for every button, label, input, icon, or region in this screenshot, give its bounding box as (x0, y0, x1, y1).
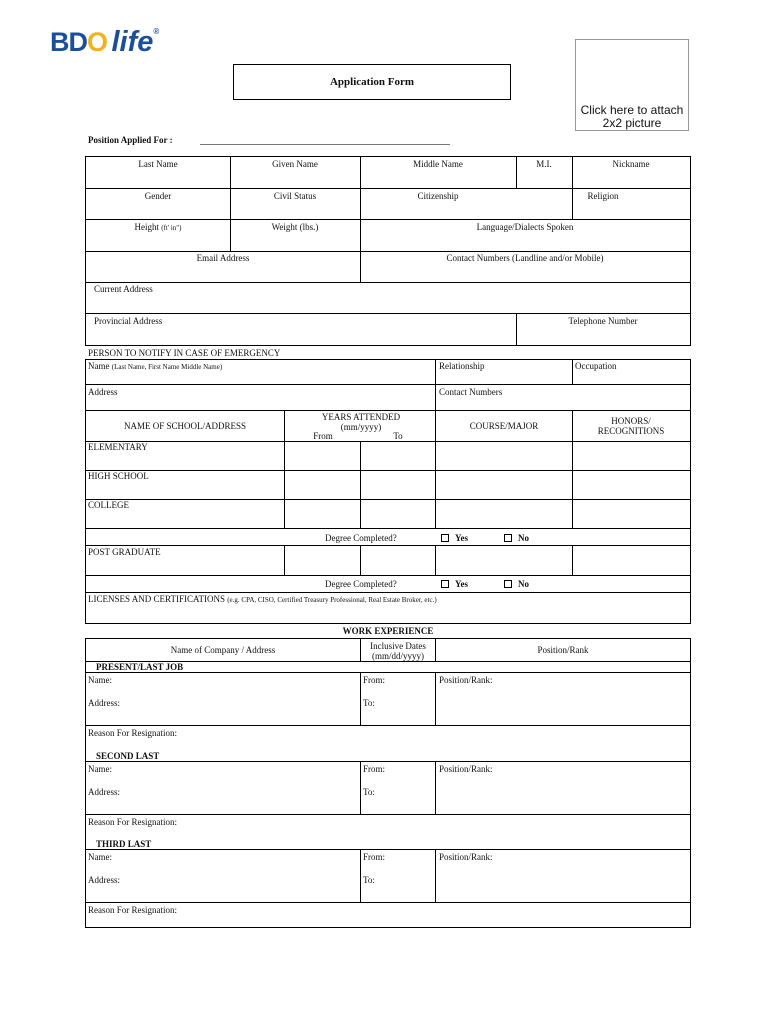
emergency-name-text: Name (88, 361, 110, 371)
work-address-label: Address: (88, 698, 120, 708)
grid-line (85, 927, 691, 928)
grid-line (85, 359, 691, 360)
grid-line (360, 545, 361, 576)
work-dates-input[interactable] (390, 762, 434, 812)
work-reason-label: Reason For Resignation: (88, 817, 177, 827)
work-dates-input[interactable] (390, 850, 434, 900)
college-label: COLLEGE (88, 500, 129, 510)
provincial-address-input[interactable] (86, 327, 515, 344)
work-reason-label: Reason For Resignation: (88, 905, 177, 915)
relationship-label: Relationship (439, 361, 485, 371)
current-address-input[interactable] (86, 295, 689, 312)
mi-label: M.I. (536, 159, 552, 169)
work-name-label: Name: (88, 764, 112, 774)
grid-line (435, 545, 436, 576)
high-school-label: HIGH SCHOOL (88, 471, 149, 481)
pg-degree-yes[interactable] (441, 579, 468, 589)
grid-line (85, 470, 691, 471)
work-address-label: Address: (88, 875, 120, 885)
photo-label-line2: 2x2 picture (602, 116, 662, 130)
work-company-input[interactable] (120, 850, 359, 900)
work-reason-label: Reason For Resignation: (88, 728, 177, 738)
grid-line (572, 545, 573, 576)
middle-name-input[interactable] (361, 170, 515, 187)
nickname-input[interactable] (573, 170, 689, 187)
email-input[interactable] (86, 264, 359, 281)
height-text: Height (134, 222, 159, 232)
emergency-contact-label: Contact Numbers (439, 387, 503, 397)
grid-line (85, 592, 691, 593)
work-position-input[interactable] (500, 762, 689, 812)
work-position-input[interactable] (500, 850, 689, 900)
college-degree-yes[interactable] (441, 533, 468, 543)
grid-line (85, 345, 691, 346)
height-unit: (ft' in") (161, 224, 182, 232)
years-attended-header: YEARS ATTENDED (321, 412, 401, 422)
relationship-input[interactable] (436, 372, 571, 383)
grid-line (85, 282, 691, 283)
work-name-label: Name: (88, 675, 112, 685)
grid-line (284, 545, 285, 576)
grid-line (360, 672, 361, 726)
emergency-address-input[interactable] (86, 398, 434, 409)
post-graduate-label: POST GRADUATE (88, 547, 161, 557)
grid-line (85, 156, 691, 157)
pg-no-text: No (518, 579, 529, 589)
middle-name-label: Middle Name (413, 159, 463, 169)
work-position-input[interactable] (500, 673, 689, 723)
occupation-input[interactable] (573, 372, 689, 383)
work-block-title: SECOND LAST (96, 751, 160, 761)
pg-yes-checkbox[interactable] (441, 580, 449, 588)
religion-label: Religion (587, 191, 619, 201)
occupation-label: Occupation (575, 361, 617, 371)
grid-line (690, 410, 691, 624)
inclusive-dates-header: Inclusive Dates (370, 641, 426, 651)
position-applied-input[interactable] (200, 144, 450, 145)
emergency-name-input[interactable] (86, 372, 434, 383)
recognitions-header: RECOGNITIONS (597, 426, 665, 436)
grid-line (85, 313, 691, 314)
last-name-input[interactable] (86, 170, 229, 187)
given-name-label: Given Name (272, 159, 318, 169)
work-reason-input[interactable] (200, 815, 689, 837)
licenses-label (88, 594, 437, 605)
grid-line (85, 638, 691, 639)
work-reason-input[interactable] (200, 726, 689, 748)
licenses-text: LICENSES AND CERTIFICATIONS (88, 594, 225, 604)
grid-line (85, 545, 691, 546)
mi-input[interactable] (517, 170, 571, 187)
citizenship-input[interactable] (361, 202, 571, 218)
pg-degree-no[interactable] (504, 579, 529, 589)
citizenship-label: Citizenship (417, 191, 459, 201)
position-applied-label: Position Applied For : (88, 135, 173, 145)
pg-degree-completed-label: Degree Completed? (325, 579, 397, 589)
emergency-name-hint: (Last Name, First Name Middle Name) (111, 363, 223, 371)
college-no-text: No (518, 533, 529, 543)
grid-line (435, 672, 436, 726)
work-address-label: Address: (88, 787, 120, 797)
logo-bd: BD (50, 27, 87, 57)
work-position-label: Position/Rank: (439, 675, 493, 685)
work-to-label: To: (363, 787, 375, 797)
height-input[interactable] (86, 233, 229, 250)
civil-status-input[interactable] (231, 202, 359, 218)
work-to-label: To: (363, 698, 375, 708)
given-name-input[interactable] (231, 170, 359, 187)
logo-o: O (87, 27, 108, 57)
work-from-label: From: (363, 764, 386, 774)
grid-line (360, 638, 361, 662)
last-name-label: Last Name (138, 159, 178, 169)
grid-line (572, 410, 573, 529)
from-header: From (313, 431, 333, 441)
photo-label-line1: Click here to attach (580, 103, 684, 117)
logo-life: life (111, 26, 154, 58)
provincial-address-label: Provincial Address (94, 316, 163, 326)
grid-line (85, 410, 691, 411)
grid-line (85, 575, 691, 576)
work-from-label: From: (363, 852, 386, 862)
work-experience-heading: WORK EXPERIENCE (342, 626, 434, 636)
years-format: (mm/yyyy) (340, 422, 382, 432)
form-title: Application Form (233, 64, 511, 100)
work-position-label: Position/Rank: (439, 764, 493, 774)
bdo-life-logo (50, 28, 159, 57)
grid-line (284, 410, 285, 529)
telephone-label: Telephone Number (568, 316, 638, 326)
emergency-heading: PERSON TO NOTIFY IN CASE OF EMERGENCY (88, 348, 281, 358)
position-rank-header: Position/Rank (537, 645, 589, 655)
grid-line (690, 156, 691, 346)
school-header: NAME OF SCHOOL/ADDRESS (123, 421, 247, 431)
grid-line (360, 761, 361, 815)
email-label: Email Address (196, 253, 250, 263)
grid-line (360, 849, 361, 903)
grid-line (85, 441, 691, 442)
grid-line (435, 410, 436, 529)
grid-line (435, 638, 436, 662)
gender-input[interactable] (86, 202, 229, 218)
college-no-checkbox[interactable] (504, 534, 512, 542)
grid-line (85, 499, 691, 500)
pg-yes-text: Yes (455, 579, 468, 589)
grid-line (85, 638, 86, 928)
photo-attach-button[interactable] (575, 39, 689, 131)
work-company-input[interactable] (120, 762, 359, 812)
grid-line (85, 528, 691, 529)
grid-line (85, 623, 691, 624)
contact-numbers-input[interactable] (361, 264, 689, 281)
grid-line (85, 410, 86, 624)
licenses-input[interactable] (86, 610, 689, 622)
college-degree-no[interactable] (504, 533, 529, 543)
emergency-name-label (88, 361, 222, 372)
work-from-label: From: (363, 675, 386, 685)
weight-input[interactable] (231, 233, 359, 250)
honors-header: HONORS/ (611, 416, 651, 426)
work-position-label: Position/Rank: (439, 852, 493, 862)
licenses-hint: (e.g. CPA, CISO, Certified Treasury Professional, Real Estate Broker, etc.) (227, 596, 437, 604)
work-name-label: Name: (88, 852, 112, 862)
course-header: COURSE/MAJOR (469, 421, 539, 431)
height-label (134, 222, 181, 233)
contact-numbers-label: Contact Numbers (Landline and/or Mobile) (446, 253, 604, 263)
grid-line (690, 359, 691, 411)
company-header: Name of Company / Address (170, 645, 276, 655)
to-header: To (393, 431, 403, 441)
work-block-title: THIRD LAST (96, 839, 152, 849)
grid-line (360, 441, 361, 529)
work-to-label: To: (363, 875, 375, 885)
work-company-input[interactable] (120, 673, 359, 723)
weight-label: Weight (lbs.) (271, 222, 319, 232)
grid-line (690, 638, 691, 928)
logo-registered: ® (153, 27, 160, 36)
grid-line (85, 384, 691, 385)
languages-label: Language/Dialects Spoken (476, 222, 574, 232)
degree-completed-label: Degree Completed? (325, 533, 397, 543)
work-block-title: PRESENT/LAST JOB (96, 662, 184, 672)
grid-line (435, 761, 436, 815)
languages-input[interactable] (361, 233, 689, 250)
pg-no-checkbox[interactable] (504, 580, 512, 588)
grid-line (435, 849, 436, 903)
emergency-contact-input[interactable] (436, 398, 689, 409)
elementary-label: ELEMENTARY (88, 442, 148, 452)
inclusive-dates-format: (mm/dd/yyyy) (372, 651, 424, 661)
telephone-input[interactable] (517, 327, 689, 344)
work-dates-input[interactable] (390, 673, 434, 723)
grid-line (85, 219, 691, 220)
nickname-label: Nickname (612, 159, 650, 169)
grid-line (85, 188, 691, 189)
college-yes-checkbox[interactable] (441, 534, 449, 542)
current-address-label: Current Address (94, 284, 153, 294)
work-reason-input[interactable] (200, 903, 689, 925)
religion-input[interactable] (573, 202, 689, 218)
grid-line (85, 251, 691, 252)
emergency-address-label: Address (88, 387, 118, 397)
gender-label: Gender (144, 191, 172, 201)
college-yes-text: Yes (455, 533, 468, 543)
civil-status-label: Civil Status (273, 191, 317, 201)
